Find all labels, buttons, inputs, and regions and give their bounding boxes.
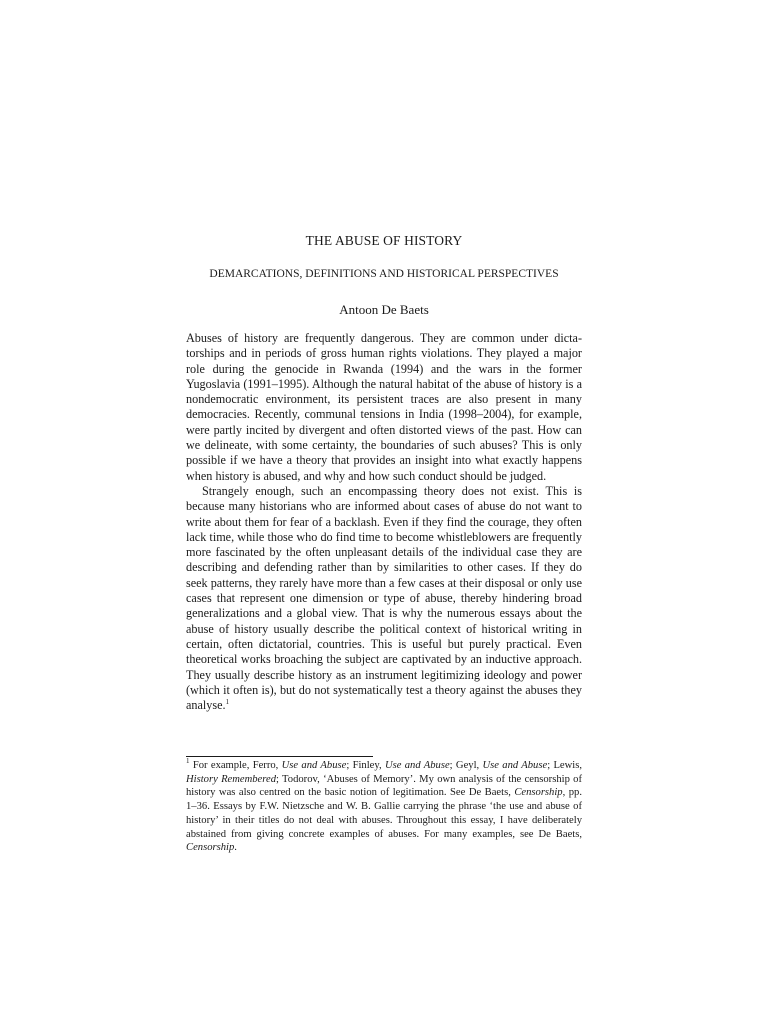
footnote: [186, 759, 582, 855]
page-title: THE ABUSE OF HISTORY: [305, 233, 463, 248]
footnote-italic-5: Censorship: [514, 787, 563, 799]
footnote-text-4: ; Lewis,: [547, 760, 582, 771]
paragraph-2: [186, 484, 582, 713]
author-name: Antoon De Baets: [339, 302, 429, 317]
page-subtitle: DEMARCATIONS, DEFINITIONS AND HISTORICAL PERSPECTIVES: [209, 268, 559, 280]
footnote-italic-1: Use and Abuse: [281, 760, 347, 771]
footnote-text-3: ; Geyl,: [449, 760, 483, 771]
footnote-number: 1: [186, 757, 190, 765]
footnote-text-7: .: [234, 842, 237, 854]
paragraph-1-text: Abuses of history are frequently dangerous. They are common under dictatorships and in periods of gross human rights violations. They played a major role during the genocide in Rwanda (1994) and the wars in the former Yugoslavia (1991–1995). Although the natural habitat of the abuse of history is a nondemocratic environment, its persistent traces are also present in many democracies. Recently, communal tensions in India (1998–2004), for example, were partly incited by divergent and often distorted views of the past. How can we delineate, with some certainty, the boundaries of such abuses? This is only possible if we have a theory that provides an insight into what exactly happens when history is abused, and why and how such conduct should be judged.: [186, 331, 582, 483]
footnote-text-2: ; Finley,: [346, 760, 385, 771]
footnote-italic-4: History Remembered: [186, 773, 276, 785]
footnote-separator: [186, 756, 373, 757]
footnote-italic-6: Censorship: [186, 842, 235, 854]
body-text: [186, 331, 582, 713]
footnote-italic-3: Use and Abuse: [482, 760, 548, 771]
paragraph-2-text: Strangely enough, such an encompassing theory does not exist. This is because many historians who are informed about cases of abuse do not want to write about them for fear of a backlash. Even if they find the courage, they often lack time, while those who do find time to become whistleblowers are frequently more fascinated by the often unpleasant details of the individual case they are describing and defending rather than by similarities to other cases. If they do seek patterns, they rarely have more than a few cases at their disposal or only use cases that represent one dimension or type of abuse, thereby hindering broad generalizations and a global view. That is why the numerous essays about the abuse of history usually describe the political context of historical writing in certain, often dictatorial, countries. This is useful but purely practical. Even theoretical works broaching the subject are captivated by an inductive approach. They usually describe history as an instrument legitimizing ideology and power (which it often is), but do not systematically test a theory against the abuses they analyse.: [186, 483, 582, 713]
footnote-text-5: ; Todorov, ‘Abuses of Memory’. My own analysis of the censorship of history was also centred on the basic notion of legitimation. See De Baets,: [186, 773, 582, 799]
footnote-text-6: , pp. 1–36. Essays by F.W. Nietzsche and W. B. Gallie carrying the phrase ‘the use and abuse of history’ in their titles do not deal with abuses. Throughout this essay, I have deliberately abstained from giving concrete examples of abuses. For many examples, see De Baets,: [186, 787, 582, 840]
paragraph-1: [186, 331, 582, 484]
footnote-reference: 1: [225, 698, 230, 707]
footnote-italic-2: Use and Abuse: [384, 760, 450, 771]
footnote-text-1: For example, Ferro,: [192, 760, 282, 771]
